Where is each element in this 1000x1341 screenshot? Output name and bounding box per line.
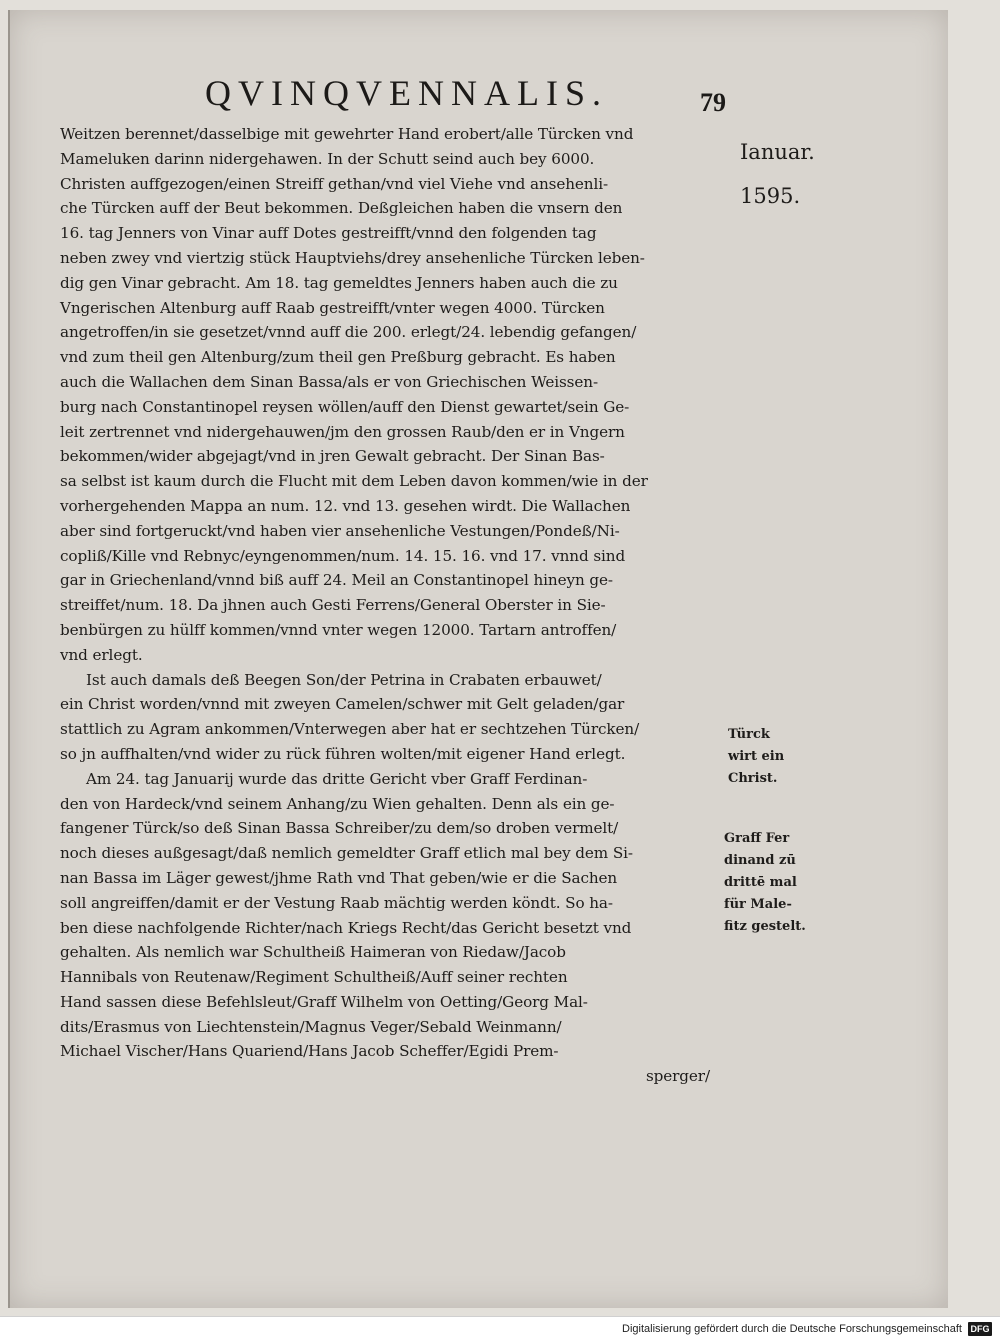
text-line: sa selbst ist kaum durch die Flucht mit dem Leben davon kommen/wie in der [60,472,648,491]
text-line: auch die Wallachen dem Sinan Bassa/als er von Griechischen Weissen- [60,372,598,391]
margin-note-line: dinand zū [724,853,796,868]
text-line: vorhergehenden Mappa an num. 12. vnd 13. gesehen wirdt. Die Wallachen [60,496,631,515]
text-line: so jn auffhalten/vnd wider zu rück führen wolten/mit eigener Hand erlegt. [60,744,626,763]
text-line: benbürgen zu hülff kommen/vnnd vnter wegen 12000. Tartarn antroffen/ [60,620,617,639]
text-line: dig gen Vinar gebracht. Am 18. tag gemeldtes Jenners haben auch die zu [60,273,618,292]
margin-note-graff-ferdinand [724,828,806,938]
catchword: sperger/ [645,1067,710,1086]
text-line: Michael Vischer/Hans Quariend/Hans Jacob Scheffer/Egidi Prem- [60,1042,559,1061]
text-line: ein Christ worden/vnnd mit zweyen Camelen/schwer mit Gelt geladen/gar [60,695,625,714]
margin-date-month: Ianuar. [740,140,815,164]
margin-note-line: für Male- [724,897,792,912]
text-line: streiffet/num. 18. Da jhnen auch Gesti Ferrens/General Oberster in Sie- [60,596,606,615]
page-number: 79 [700,88,726,117]
text-line: vnd zum theil gen Altenburg/zum theil gen Preßburg gebracht. Es haben [60,348,616,367]
text-line: soll angreiffen/damit er der Vestung Raab mächtig werden köndt. So ha- [60,893,613,912]
text-line: che Türcken auff der Beut bekommen. Deßgleichen haben die vnsern den [60,199,623,218]
text-line: 16. tag Jenners von Vinar auff Dotes gestreifft/vnnd den folgenden tag [60,224,597,243]
text-line: bekommen/wider abgejagt/vnd in jren Gewalt gebracht. Der Sinan Bas- [60,447,605,466]
text-line: leit zertrennet vnd nidergehauwen/jm den grossen Raub/den er in Vngern [60,422,625,441]
margin-note-line: drittē mal [724,875,797,890]
text-line: gar in Griechenland/vnnd biß auff 24. Meil an Constantinopel hineyn ge- [60,571,613,590]
body-text [60,122,730,1089]
margin-note-line: fitz gestelt. [724,919,806,934]
text-line: nan Bassa im Läger gewest/jhme Rath vnd That geben/wie er die Sachen [60,868,618,887]
text-line: Vngerischen Altenburg auff Raab gestreifft/vnter wegen 4000. Türcken [60,298,605,317]
text-line: neben zwey vnd viertzig stück Hauptviehs/drey ansehenliche Türcken leben- [60,248,645,267]
margin-note-line: wirt ein [728,749,785,764]
margin-date-year: 1595. [740,184,801,208]
margin-note-line: Graff Fer [724,831,790,846]
text-line: aber sind fortgeruckt/vnd haben vier ansehenliche Vestungen/Pondeß/Ni- [60,521,620,540]
text-line: Am 24. tag Januarij wurde das dritte Gericht vber Graff Ferdinan- [86,769,588,788]
text-line: Weitzen berennet/dasselbige mit gewehrter Hand erobert/alle Türcken vnd [60,125,634,143]
text-line: den von Hardeck/vnd seinem Anhang/zu Wien gehalten. Denn als ein ge- [60,794,615,813]
text-line: angetroffen/in sie gesetzet/vnnd auff die 200. erlegt/24. lebendig gefangen/ [60,323,637,342]
running-head: QVINQVENNALIS. [205,73,608,113]
dfg-logo-icon[interactable]: DFG [968,1322,992,1336]
margin-note-turk-christ [728,724,784,790]
text-line: dits/Erasmus von Liechtenstein/Magnus Veger/Sebald Weinmann/ [60,1017,562,1036]
footer-bar [0,1316,1000,1341]
text-line: noch dieses außgesagt/daß nemlich gemeldter Graff etlich mal bey dem Si- [60,844,633,863]
footer-credit: Digitalisierung gefördert durch die Deutsche Forschungsgemeinschaft [622,1323,962,1335]
text-line: fangener Türck/so deß Sinan Bassa Schreiber/zu dem/so droben vermelt/ [60,819,619,838]
margin-note-line: Christ. [728,771,778,786]
text-line: gehalten. Als nemlich war Schultheiß Haimeran von Riedaw/Jacob [60,943,566,962]
text-line: Mameluken darinn nidergehawen. In der Schutt seind auch bey 6000. [60,149,595,168]
text-line: stattlich zu Agram ankommen/Vnterwegen aber hat er sechtzehen Türcken/ [60,720,640,739]
margin-note-line: Türck [728,727,770,742]
text-line: Christen auffgezogen/einen Streiff gethan/vnd viel Viehe vnd ansehenli- [60,174,609,193]
margin-date [740,130,815,218]
text-line: vnd erlegt. [60,645,143,664]
text-line: ben diese nachfolgende Richter/nach Kriegs Recht/das Gericht besetzt vnd [60,918,632,937]
text-line: Hand sassen diese Befehlsleut/Graff Wilhelm von Oetting/Georg Mal- [60,992,588,1011]
text-line: copliß/Kille vnd Rebnyc/eyngenommen/num. 14. 15. 16. vnd 17. vnnd sind [60,546,626,565]
text-line: Hannibals von Reutenaw/Regiment Schultheiß/Auff seiner rechten [60,968,568,987]
text-line: Ist auch damals deß Beegen Son/der Petrina in Crabaten erbauwet/ [86,670,602,689]
text-line: burg nach Constantinopel reysen wöllen/auff den Dienst gewartet/sein Ge- [60,397,630,416]
